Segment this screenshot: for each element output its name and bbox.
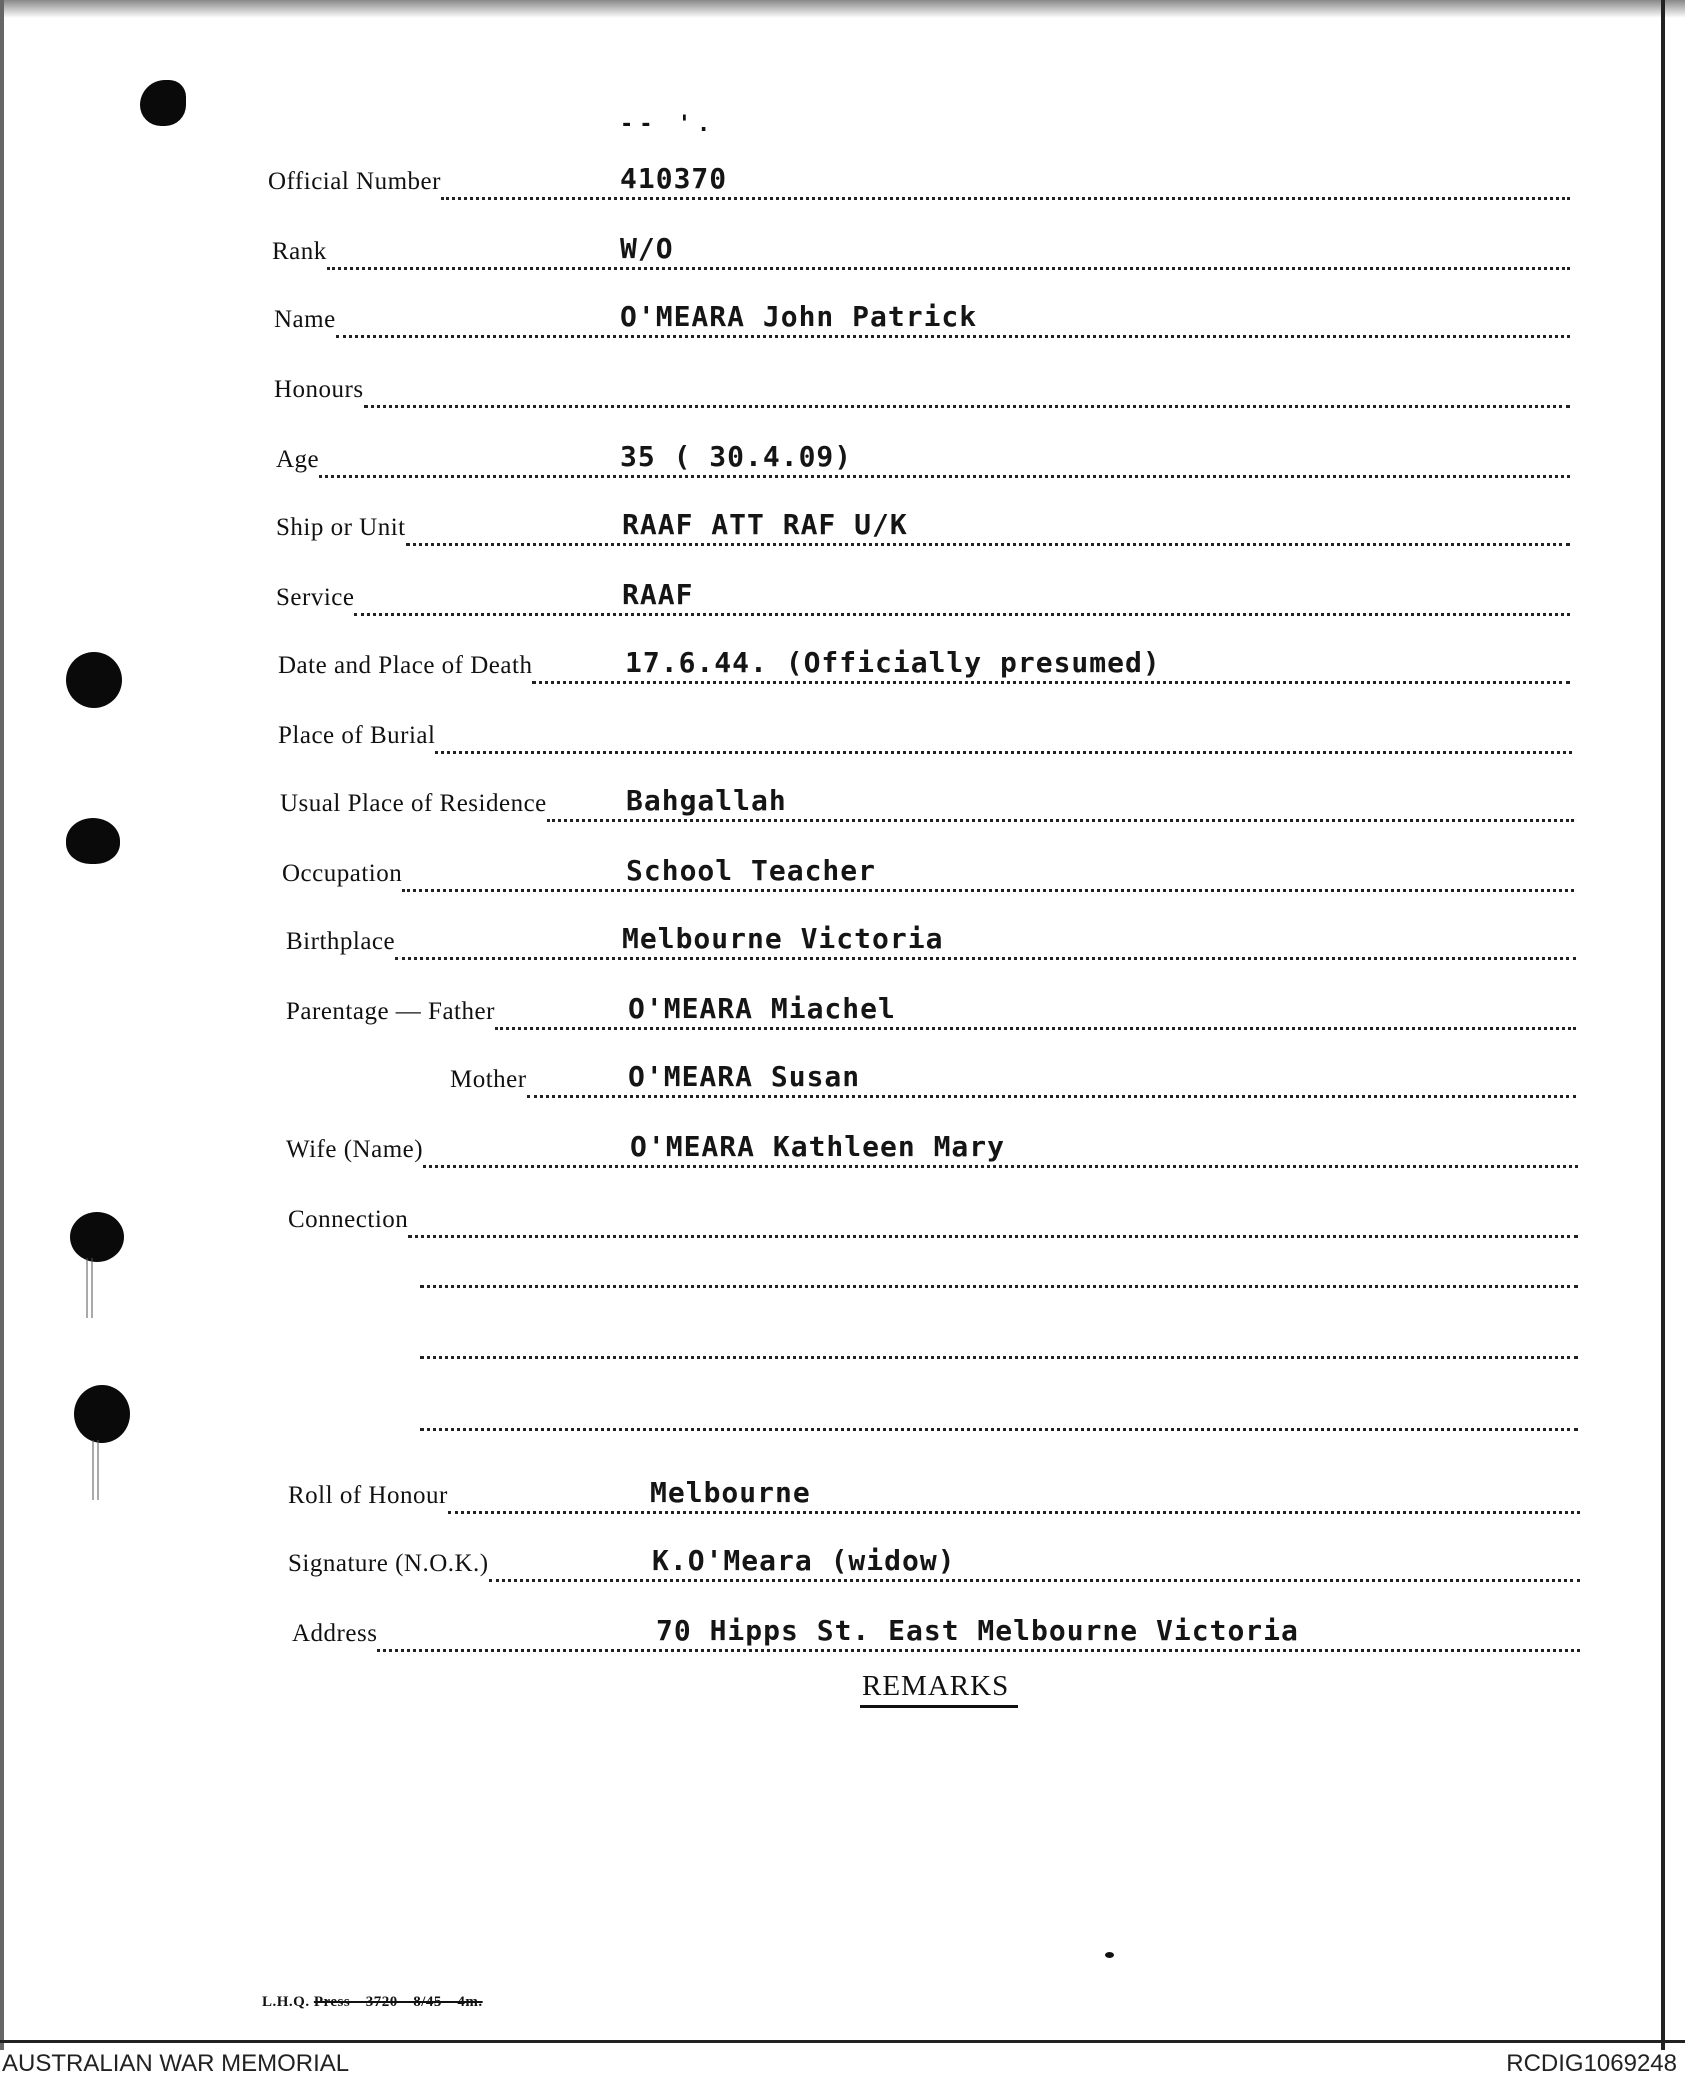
field-label: Usual Place of Residence: [280, 790, 547, 817]
dotted-line: [406, 543, 1570, 546]
field-birthplace: [286, 922, 1576, 968]
field-roll-of-honour: [288, 1476, 1580, 1522]
field-label: Signature (N.O.K.): [288, 1550, 489, 1577]
dotted-line: [377, 1649, 1580, 1652]
field-mother: [450, 1060, 1576, 1106]
punch-smear: [86, 1258, 96, 1318]
dotted-line: [527, 1095, 1576, 1098]
remarks-underline: [860, 1705, 1018, 1708]
dotted-line: [364, 405, 1570, 408]
field-value: O'MEARA Susan: [628, 1060, 861, 1093]
field-value: 17.6.44. (Officially presumed): [625, 646, 1161, 679]
dotted-line: [408, 1235, 1578, 1238]
field-usual-residence: [280, 784, 1574, 830]
dotted-line: [319, 475, 1570, 478]
field-label: Official Number: [268, 168, 441, 195]
punch-hole-5: [74, 1385, 130, 1443]
field-label: Date and Place of Death: [278, 652, 533, 679]
field-address: [292, 1614, 1580, 1660]
field-occupation: [282, 854, 1574, 900]
connection-line-3: [420, 1356, 1578, 1359]
field-official-number: [268, 162, 1570, 208]
field-label: Ship or Unit: [276, 514, 406, 541]
punch-hole-1: [140, 80, 186, 126]
field-service: [276, 578, 1570, 624]
field-wife: [286, 1130, 1578, 1176]
field-value: RAAF: [622, 578, 694, 611]
punch-hole-2: [66, 652, 122, 708]
footer-record-id: RCDIG1069248: [1506, 2050, 1677, 2077]
dotted-line: [395, 957, 1576, 960]
field-label: Rank: [272, 238, 327, 265]
dotted-line: [354, 613, 1570, 616]
dotted-line: [402, 889, 1574, 892]
field-connection: [288, 1206, 1578, 1246]
dotted-line: [336, 335, 1570, 338]
top-mark: -- '.: [620, 112, 717, 137]
field-value: Melbourne Victoria: [622, 922, 944, 955]
scan-edge-top: [0, 0, 1685, 18]
dotted-line: [547, 819, 1574, 822]
field-signature: [288, 1544, 1580, 1590]
field-label: Place of Burial: [278, 722, 436, 749]
field-place-of-burial: [278, 722, 1572, 762]
field-date-place-death: [278, 646, 1570, 692]
field-label: Honours: [274, 376, 364, 403]
dotted-line: [448, 1511, 1580, 1514]
field-value: 410370: [620, 162, 728, 195]
field-value: Melbourne: [650, 1476, 811, 1509]
dotted-line: [532, 681, 1570, 684]
ink-speck: [1105, 1952, 1114, 1958]
field-label: Parentage — Father: [286, 998, 495, 1025]
field-label: Mother: [450, 1066, 527, 1093]
field-label: Age: [276, 446, 320, 473]
scan-edge-right: [1661, 0, 1665, 2050]
field-value: O'MEARA Kathleen Mary: [630, 1130, 1006, 1163]
dotted-line: [423, 1165, 1578, 1168]
field-label: Name: [274, 306, 336, 333]
field-father: [286, 992, 1576, 1038]
field-ship-or-unit: [276, 508, 1570, 554]
press-imprint: [262, 1994, 483, 2011]
punch-smear: [92, 1440, 102, 1500]
field-value: 70 Hipps St. East Melbourne Victoria: [656, 1614, 1299, 1647]
field-value: O'MEARA Miachel: [628, 992, 896, 1025]
scan-edge-left: [0, 0, 4, 2050]
dotted-line: [435, 751, 1572, 754]
field-label: Occupation: [282, 860, 403, 887]
field-value: RAAF ATT RAF U/K: [622, 508, 908, 541]
field-label: Connection: [288, 1206, 409, 1233]
field-label: Roll of Honour: [288, 1482, 448, 1509]
field-value: School Teacher: [626, 854, 877, 887]
field-label: Address: [292, 1620, 378, 1647]
dotted-line: [495, 1027, 1576, 1030]
field-label: Wife (Name): [286, 1136, 424, 1163]
press-struck: Press—3720—8/45—4m.: [313, 1994, 483, 2010]
dotted-line: [489, 1579, 1580, 1582]
press-prefix: L.H.Q.: [262, 1994, 310, 2010]
field-value: W/O: [620, 232, 674, 265]
field-value: K.O'Meara (widow): [652, 1544, 956, 1577]
remarks-heading: REMARKS: [862, 1670, 1010, 1702]
dotted-line: [441, 197, 1570, 200]
field-label: Service: [276, 584, 355, 611]
field-label: Birthplace: [286, 928, 396, 955]
field-rank: [272, 232, 1570, 278]
field-value: Bahgallah: [626, 784, 787, 817]
field-value: 35 ( 30.4.09): [620, 440, 853, 473]
punch-hole-3: [66, 818, 120, 864]
dotted-line: [327, 267, 1570, 270]
field-age: [276, 440, 1570, 486]
punch-hole-4: [70, 1212, 124, 1262]
field-honours: [274, 376, 1570, 416]
footer-archive-name: AUSTRALIAN WAR MEMORIAL: [2, 2050, 350, 2077]
connection-line-2: [420, 1285, 1578, 1288]
page-bottom-edge: [0, 2040, 1685, 2043]
field-name: [274, 300, 1570, 346]
connection-line-4: [420, 1428, 1578, 1431]
field-value: O'MEARA John Patrick: [620, 300, 978, 333]
